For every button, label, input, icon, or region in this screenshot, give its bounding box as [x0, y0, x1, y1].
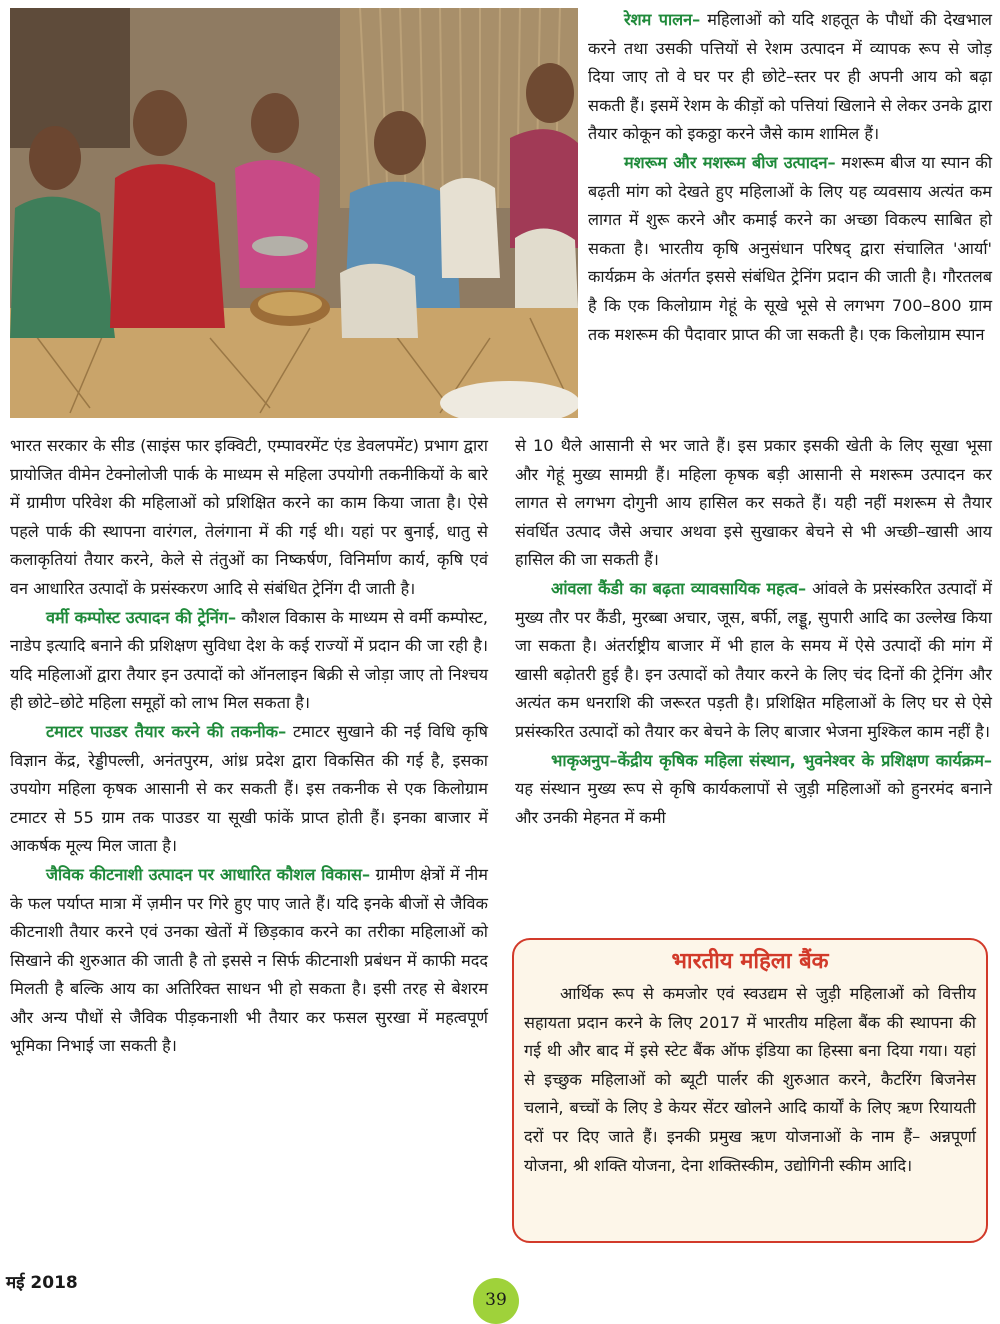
ciwa-training-heading: भाकृअनुप–केंद्रीय कृषिक महिला संस्थान, भुवनेश्वर के प्रशिक्षण कार्यक्रम–: [551, 750, 992, 770]
women-farmers-photo: [10, 8, 578, 418]
page-number-badge: 39: [473, 1278, 519, 1324]
tomato-powder-text: टमाटर सुखाने की नई विधि कृषि विज्ञान केंद्र, रेड्डीपल्ली, अनंतपुरम, आंध्र प्रदेश द्वारा विकसित की गई है, इसका उपयोग महिला कृषक आसानी से कर सकती हैं। इस तकनीक से एक किलोग्राम टमाटर से 55 ग्राम तक पाउडर या सूखी फांकें प्राप्त होती हैं। इनका बाजार में आकर्षक मूल्य मिल जाता है।: [10, 721, 488, 856]
silk-farming-heading: रेशम पालन–: [624, 10, 701, 29]
mushroom-paragraph: [588, 149, 992, 349]
ciwa-training-paragraph: [515, 747, 992, 833]
silk-farming-paragraph: [588, 6, 992, 149]
bio-pesticide-paragraph: [10, 861, 488, 1061]
bio-pesticide-text: ग्रामीण क्षेत्रों में नीम के फल पर्याप्त मात्रा में ज़मीन पर गिरे हुए पाए जाते हैं। यदि इनके बीजों से जैविक कीटनाशी तैयार करने एवं उनका खेतों में छिड़काव करने का तरीका महिलाओं को सिखाने की शुरुआत की जाती है तो इससे न सिर्फ कीटनाशी प्रबंधन में काफी मदद मिलती है बल्कि आय का अतिरिक्त साधन भी हो सकता है। इसी तरह से बेशरम और अन्य पौधों से जैविक पीड़कनाशी भी तैयार कर फसल सुरखा में महत्वपूर्ण भूमिका निभाई जा सकती है।: [10, 864, 488, 1056]
silk-farming-text: महिलाओं को यदि शहतूत के पौधों की देखभाल करने तथा उसकी पत्तियों से रेशम उत्पादन में व्यापक रूप से जोड़ दिया जाए तो वे घर पर ही छोटे–स्तर पर ही अपनी आय को बढ़ा सकती हैं। इसमें रेशम के कीड़ों को पत्तियां खिलाने से लेकर उनके द्वारा तैयार कोकून को इकठ्ठा करने जैसे काम शामिल हैं।: [588, 10, 992, 144]
mahila-bank-text: आर्थिक रूप से कमजोर एवं स्वउद्यम से जुड़ी महिलाओं को वित्तीय सहायता प्रदान करने के लिए 2017 में भारतीय महिला बैंक की स्थापना की गई थी और बाद में इसे स्टेट बैंक ऑफ इंडिया का हिस्सा बना दिया गया। यहां से इच्छुक महिलाओं को ब्यूटी पार्लर की शुरुआत करने, कैटरिंग बिजनेस चलाने, बच्चों के लिए डे केयर सेंटर खोलने आदि कार्यों के लिए ऋण रियायती दरों पर दिए जाते हैं। इनकी प्रमुख ऋण योजनाओं के नाम हैं– अन्नपूर्णा योजना, श्री शक्ति योजना, देना शक्तिस्कीम, उद्योगिनी स्कीम आदि।: [524, 984, 976, 1175]
mushroom-heading: मशरूम और मशरूम बीज उत्पादन–: [624, 152, 836, 172]
amla-candy-paragraph: [515, 575, 992, 747]
mushroom-text: मशरूम बीज या स्पान की बढ़ती मांग को देखते हुए महिलाओं के लिए यह व्यवसाय अत्यंत कम लागत में शुरू करने और कमाई करने का अच्छा विकल्प साबित हो सकता है। भारतीय कृषि अनुसंधान परिषद् द्वारा संचालित 'आर्या' कार्यक्रम के अंतर्गत इससे संबंधित ट्रेनिंग प्रदान की जाती है। गौरतलब है कि एक किलोग्राम गेहूं के सूखे भूसे से लगभग 700–800 ग्राम तक मशरूम की पैदावार प्राप्त की जा सकती है। एक किलोग्राम स्पान: [588, 152, 993, 344]
tomato-powder-heading: टमाटर पाउडर तैयार करने की तकनीक–: [46, 721, 287, 741]
ciwa-training-text: यह संस्थान मुख्य रूप से कृषि कार्यकलापों से जुड़ी महिलाओं को हुनरमंद बनाने और उनकी मेहनत में कमी: [515, 779, 992, 827]
mahila-bank-box: [512, 938, 988, 1243]
vermicompost-heading: वर्मी कम्पोस्ट उत्पादन की ट्रेनिंग–: [46, 607, 237, 627]
bio-pesticide-heading: जैविक कीटनाशी उत्पादन पर आधारित कौशल विकास–: [46, 864, 371, 884]
vermicompost-text: कौशल विकास के माध्यम से वर्मी कम्पोस्ट, नाडेप इत्यादि बनाने की प्रशिक्षण सुविधा देश के कई राज्यों में प्रदान की जा रही है। यदि महिलाओं द्वारा तैयार इन उत्पादों को ऑनलाइन बिक्री से जोड़ा जाए तो निश्चय ही छोटे–छोटे महिला समूहों को लाभ मिल सकता है।: [10, 607, 488, 713]
mahila-bank-title: भारतीय महिला बैंक: [671, 949, 829, 974]
mushroom-continued-paragraph: से 10 थैले आसानी से भर जाते हैं। इस प्रकार इसकी खेती के लिए सूखा भूसा और गेहूं मुख्य सामग्री हैं। महिला कृषक बड़ी आसानी से मशरूम उत्पादन कर लागत से लगभग दोगुनी आय हासिल कर सकते हैं। यही नहीं मशरूम से तैयार संवर्धित उत्पाद जैसे अचार अथवा इसे सुखाकर बेचने से भी अच्छी–खासी आय हासिल की जा सकती हैं।: [515, 436, 992, 570]
right-column-top: [588, 6, 992, 349]
vermicompost-paragraph: [10, 604, 488, 718]
photo-illustration: [10, 8, 578, 418]
amla-candy-heading: आंवला कैंडी का बढ़ता व्यावसायिक महत्व–: [551, 578, 807, 598]
right-column: [515, 432, 992, 832]
amla-candy-text: आंवले के प्रसंस्करित उत्पादों में मुख्य तौर पर कैंडी, मुरब्बा अचार, जूस, बर्फी, लड्डू, सुपारी आदि का उल्लेख किया जा सकता है। अंतर्राष्ट्रीय बाजार में भी हाल के समय में ऐसे उत्पादों की मांग में खासी बढ़ोतरी हुई है। इन उत्पादों को तैयार करने के लिए चंद दिनों की ट्रेनिंग और अत्यंत कम धनराशि की जरूरत पड़ती है। प्रशिक्षित महिलाओं के लिए घर से ऐसे प्रसंस्करित उत्पादों को तैयार कर बेचने के लिए बाजार भेजना मुश्किल काम नहीं है।: [515, 578, 992, 741]
issue-date: मई 2018: [6, 1273, 78, 1293]
left-column: [10, 432, 488, 1061]
tomato-powder-paragraph: [10, 718, 488, 861]
women-technology-park-paragraph: भारत सरकार के सीड (साइंस फार इक्विटी, एम्पावरमेंट एंड डेवलपमेंट) प्रभाग द्वारा प्रायोजित वीमेन टेक्नोलोजी पार्क के माध्यम से महिला उपयोगी तकनीकियों के बारे में ग्रामीण परिवेश की महिलाओं को प्रशिक्षित करने का काम किया जाता है। ऐसे पहले पार्क की स्थापना वारंगल, तेलंगाना में की गई थी। यहां पर बुनाई, धातु से कलाकृतियां तैयार करने, केले से तंतुओं का निष्कर्षण, विनिर्माण कार्य, कृषि एवं वन आधारित उत्पादों के प्रसंस्करण आदि से संबंधित ट्रेनिंग दी जाती है।: [10, 436, 488, 598]
